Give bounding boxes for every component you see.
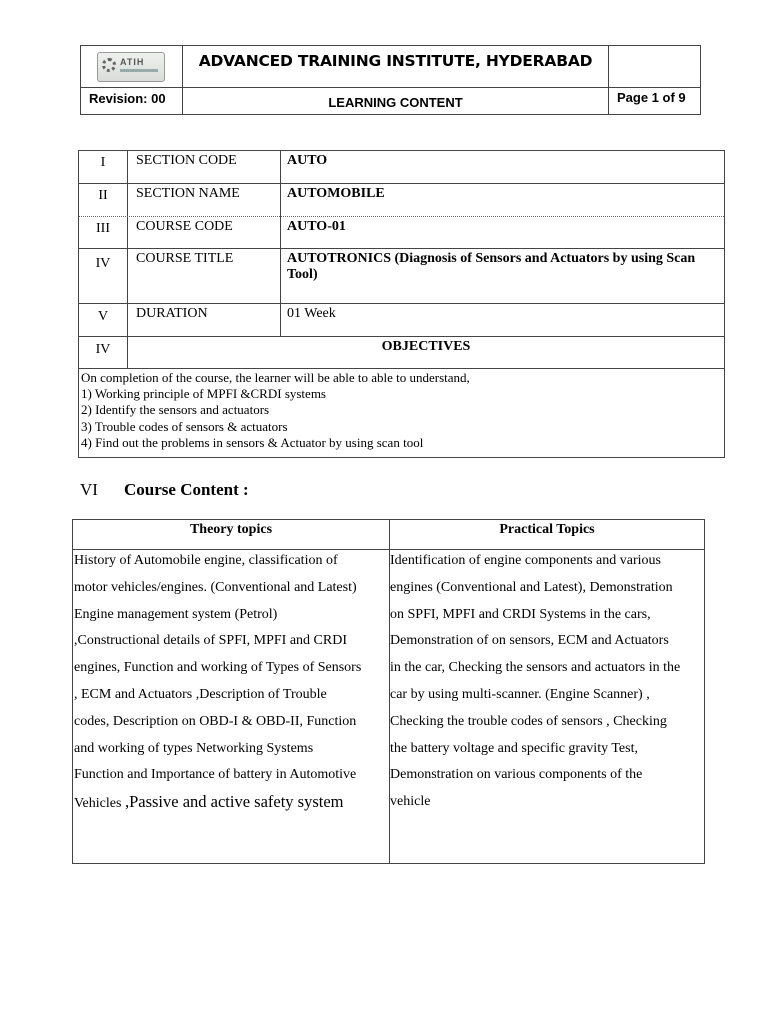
practical-line: the battery voltage and specific gravity Test, — [390, 740, 638, 756]
theory-line: History of Automobile engine, classification of — [74, 553, 338, 568]
objective-line: 2) Identify the sensors and actuators — [81, 402, 270, 418]
institute-name: ADVANCED TRAINING INSTITUTE, HYDERABAD — [198, 52, 593, 70]
theory-line: and working of types Networking Systems — [74, 740, 314, 756]
practical-line: Demonstration of on sensors, ECM and Actuators — [390, 633, 669, 649]
practical-line: Demonstration on various components of the — [390, 767, 643, 783]
header-divider — [608, 46, 609, 114]
row-number: III — [96, 221, 110, 236]
practical-line: car by using multi-scanner. (Engine Scanner) , — [390, 686, 650, 702]
table-divider — [79, 336, 724, 337]
row-number: IV — [95, 256, 111, 271]
objectives-list — [81, 370, 470, 451]
content-type-label: LEARNING CONTENT — [328, 95, 463, 110]
practical-line: in the car, Checking the sensors and actuators in the — [390, 660, 681, 676]
theory-line: , ECM and Actuators ,Description of Trouble — [74, 686, 327, 702]
table-divider — [79, 248, 724, 249]
row-label: COURSE TITLE — [136, 251, 234, 266]
course-content-title: Course Content : — [124, 480, 249, 499]
practical-line: Checking the trouble codes of sensors , Checking — [390, 713, 667, 729]
logo-text: ATIH — [120, 57, 145, 67]
objective-line: 4) Find out the problems in sensors & Actuator by using scan tool — [81, 434, 424, 450]
logo-subline — [120, 69, 158, 72]
page-number: Page 1 of 9 — [617, 90, 686, 105]
section-code-value: AUTO — [287, 153, 328, 168]
theory-line-part: ,Passive and active safety system — [124, 792, 344, 812]
row-label: COURSE CODE — [136, 219, 233, 234]
practical-heading: Practical Topics — [499, 522, 595, 537]
table-divider — [79, 303, 724, 304]
atih-logo — [97, 52, 165, 82]
practical-line: Identification of engine components and various — [390, 553, 661, 568]
table-divider — [79, 183, 724, 184]
theory-line: motor vehicles/engines. (Conventional and Latest) — [74, 579, 357, 595]
objective-line: 3) Trouble codes of sensors & actuators — [81, 418, 288, 434]
objective-line: 1) Working principle of MPFI &CRDI systems — [81, 386, 326, 402]
theory-heading: Theory topics — [189, 522, 273, 537]
theory-line: Function and Importance of battery in Automotive — [74, 767, 357, 783]
row-label: DURATION — [136, 306, 208, 321]
course-title-value: AUTOTRONICS (Diagnosis of Sensors and Actuators by using Scan Tool) — [287, 251, 696, 282]
row-label: SECTION NAME — [136, 186, 240, 201]
section-name-value: AUTOMOBILE — [287, 186, 385, 201]
objective-line: On completion of the course, the learner will be able to able to understand, — [81, 370, 470, 385]
theory-topics — [74, 548, 361, 818]
course-info-table — [78, 150, 725, 458]
table-divider — [79, 216, 724, 217]
theory-line: Engine management system (Petrol) — [74, 606, 278, 622]
theory-line: codes, Description on OBD-I & OBD-II, Function — [74, 713, 357, 729]
practical-line: engines (Conventional and Latest), Demonstration — [390, 579, 673, 595]
row-number: I — [100, 155, 106, 170]
row-number: II — [98, 188, 108, 203]
table-divider — [79, 368, 724, 369]
section-number: VI — [80, 480, 98, 499]
duration-value: 01 Week — [287, 306, 336, 321]
header-divider — [81, 87, 700, 88]
practical-topics — [390, 548, 680, 816]
table-divider — [280, 151, 281, 336]
gear-icon — [102, 58, 116, 72]
course-code-value: AUTO-01 — [287, 219, 346, 234]
theory-line — [74, 789, 361, 818]
row-number: V — [97, 309, 109, 324]
theory-line: engines, Function and working of Types of Sensors — [74, 660, 362, 676]
practical-line: vehicle — [390, 794, 431, 810]
objectives-heading: OBJECTIVES — [381, 339, 471, 354]
course-content-table — [72, 519, 705, 864]
row-label: SECTION CODE — [136, 153, 237, 168]
row-number: IV — [95, 342, 111, 357]
document-header — [80, 45, 701, 115]
revision-label: Revision: 00 — [89, 91, 166, 106]
theory-line: ,Constructional details of SPFI, MPFI and CRDI — [74, 633, 348, 649]
theory-line-part: Vehicles — [74, 796, 125, 812]
practical-line: on SPFI, MPFI and CRDI Systems in the cars, — [390, 606, 651, 622]
